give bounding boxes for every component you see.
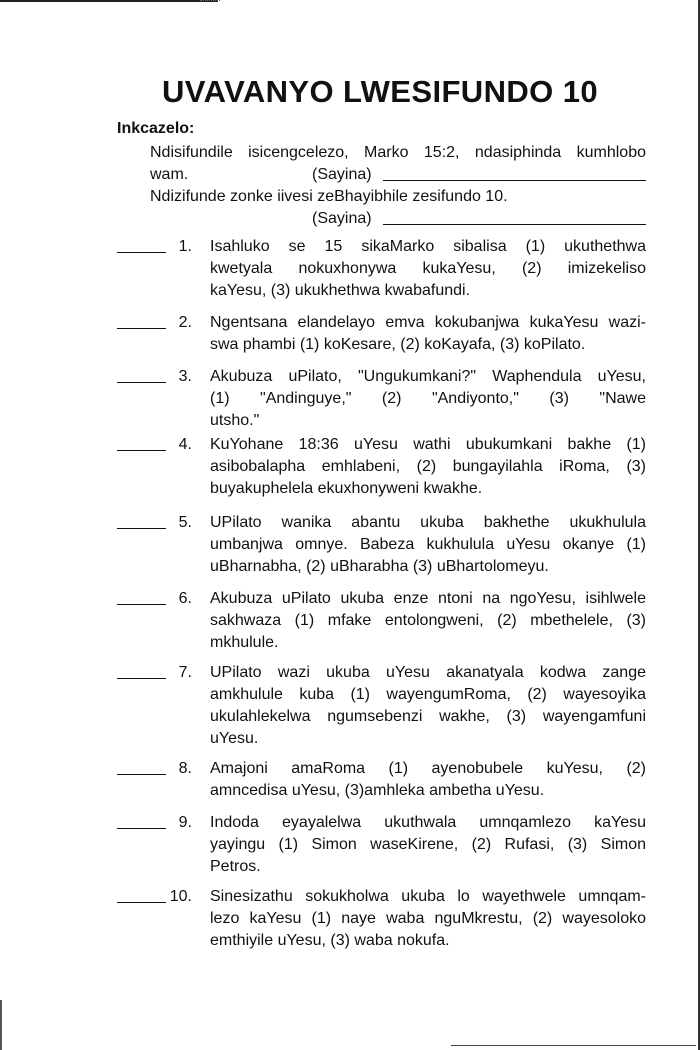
- question-text-line: emthiyile uYesu, (3) waba nokufa.: [210, 932, 450, 949]
- question-text-line: KuYohane 18:36 uYesu wathi ubukumkani bakhe (1): [210, 436, 646, 453]
- instructions-heading: Inkcazelo:: [117, 120, 195, 137]
- question-text-line: (1) "Andinguye," (2) "Andiyonto," (3) "Nawe: [210, 390, 646, 407]
- question-text-line: kaYesu, (3) ukukhethwa kwabafundi.: [210, 282, 471, 299]
- question-text-line: utsho.": [210, 412, 260, 429]
- question-text-line: UPilato wazi ukuba uYesu akanatyala kodwa zange: [210, 664, 646, 681]
- question-text-line: yayingu (1) Simon waseKirene, (2) Rufasi, (3) Simon: [210, 836, 646, 853]
- answer-blank[interactable]: [117, 902, 166, 903]
- signature-row-2: [150, 208, 646, 230]
- question-text: [210, 434, 646, 500]
- question-text: [210, 236, 646, 302]
- scan-edge-left: [0, 1000, 2, 1050]
- instructions-line-2: wam.: [150, 166, 189, 183]
- question-number: 2.: [178, 314, 192, 331]
- question-number: 5.: [178, 514, 192, 531]
- question-text: [210, 662, 646, 750]
- question-text: [210, 886, 646, 952]
- answer-blank[interactable]: [117, 774, 166, 775]
- question-text-line: Akubuza uPilato, "Ungukumkani?" Waphendula uYesu,: [210, 368, 646, 385]
- question-text-line: amkhulule kuba (1) wayengumRoma, (2) wayesoyika: [210, 686, 646, 703]
- scan-edge-dots: [200, 0, 220, 2]
- question-text: [210, 366, 646, 432]
- question-number: 9.: [178, 814, 192, 831]
- answer-blank[interactable]: [117, 252, 166, 253]
- question-text-line: Isahluko se 15 sikaMarko sibalisa (1) ukuthethwa: [210, 238, 646, 255]
- question-text-line: Akubuza uPilato ukuba enze ntoni na ngoYesu, isihlwele: [210, 590, 646, 607]
- signature-label-1: (Sayina): [312, 166, 372, 183]
- signature-label-2: (Sayina): [312, 210, 372, 227]
- question-text: [210, 588, 646, 654]
- question-text-line: lezo kaYesu (1) naye waba nguMkrestu, (2) wayesoloko: [210, 910, 646, 927]
- scan-edge-top: [0, 0, 218, 2]
- instructions-line-3: Ndizifunde zonke iivesi zeBhayibhile zesifundo 10.: [150, 188, 508, 205]
- page-title: UVAVANYO LWESIFUNDO 10: [162, 74, 598, 109]
- answer-blank[interactable]: [117, 450, 166, 451]
- signature-field-2[interactable]: [383, 224, 646, 225]
- question-text-line: Amajoni amaRoma (1) ayenobubele kuYesu, (2): [210, 760, 646, 777]
- question-number: 4.: [178, 436, 192, 453]
- question-text-line: amncedisa uYesu, (3)amhleka ambetha uYesu.: [210, 782, 545, 799]
- question-text: [210, 758, 646, 802]
- question-text-line: Ngentsana elandelayo emva kokubanjwa kukaYesu wazi-: [210, 314, 646, 331]
- question-text: [210, 812, 646, 878]
- question-number: 1.: [178, 238, 192, 255]
- answer-blank[interactable]: [117, 328, 166, 329]
- question-text: [210, 312, 646, 356]
- question-text-line: sakhwaza (1) mfake entolongweni, (2) mbethelele, (3): [210, 612, 646, 629]
- scan-edge-bottom: [451, 1045, 696, 1046]
- question-number: 6.: [178, 590, 192, 607]
- question-number: 8.: [178, 760, 192, 777]
- question-text-line: Petros.: [210, 858, 261, 875]
- answer-blank[interactable]: [117, 678, 166, 679]
- answer-blank[interactable]: [117, 828, 166, 829]
- question-number: 3.: [178, 368, 192, 385]
- signature-row-1: [150, 164, 646, 186]
- question-number: 7.: [178, 664, 192, 681]
- question-text-line: umbanjwa omnye. Babeza kukhulula uYesu okanye (1): [210, 536, 646, 553]
- question-text-line: kwetyala nokuxhonywa kukaYesu, (2) imizekeliso: [210, 260, 646, 277]
- signature-field-1[interactable]: [383, 180, 646, 181]
- question-text-line: buyakuphelela ekuxhonyweni kwakhe.: [210, 480, 483, 497]
- question-text-line: Sinesizathu sokukholwa ukuba lo wayethwele umnqam-: [210, 888, 646, 905]
- question-text-line: mkhulule.: [210, 634, 279, 651]
- question-text-line: Indoda eyayalelwa ukuthwala umnqamlezo kaYesu: [210, 814, 646, 831]
- answer-blank[interactable]: [117, 604, 166, 605]
- answer-blank[interactable]: [117, 382, 166, 383]
- question-text-line: asibobalapha emhlabeni, (2) bungayilahla iRoma, (3): [210, 458, 646, 475]
- question-text-line: uYesu.: [210, 730, 259, 747]
- question-text-line: UPilato wanika abantu ukuba bakhethe ukukhulula: [210, 514, 646, 531]
- question-text: [210, 512, 646, 578]
- instructions-line-1: Ndisifundile isicengcelezo, Marko 15:2, ndasiphinda kumhlobo: [150, 144, 646, 161]
- question-text-line: ukulahlekelwa ngumsebenzi wakhe, (3) wayengamfuni: [210, 708, 646, 725]
- question-text-line: swa phambi (1) koKesare, (2) koKayafa, (3) koPilato.: [210, 336, 586, 353]
- question-number: 10.: [169, 888, 192, 905]
- question-text-line: uBharnabha, (2) uBharabha (3) uBhartolomeyu.: [210, 558, 549, 575]
- answer-blank[interactable]: [117, 528, 166, 529]
